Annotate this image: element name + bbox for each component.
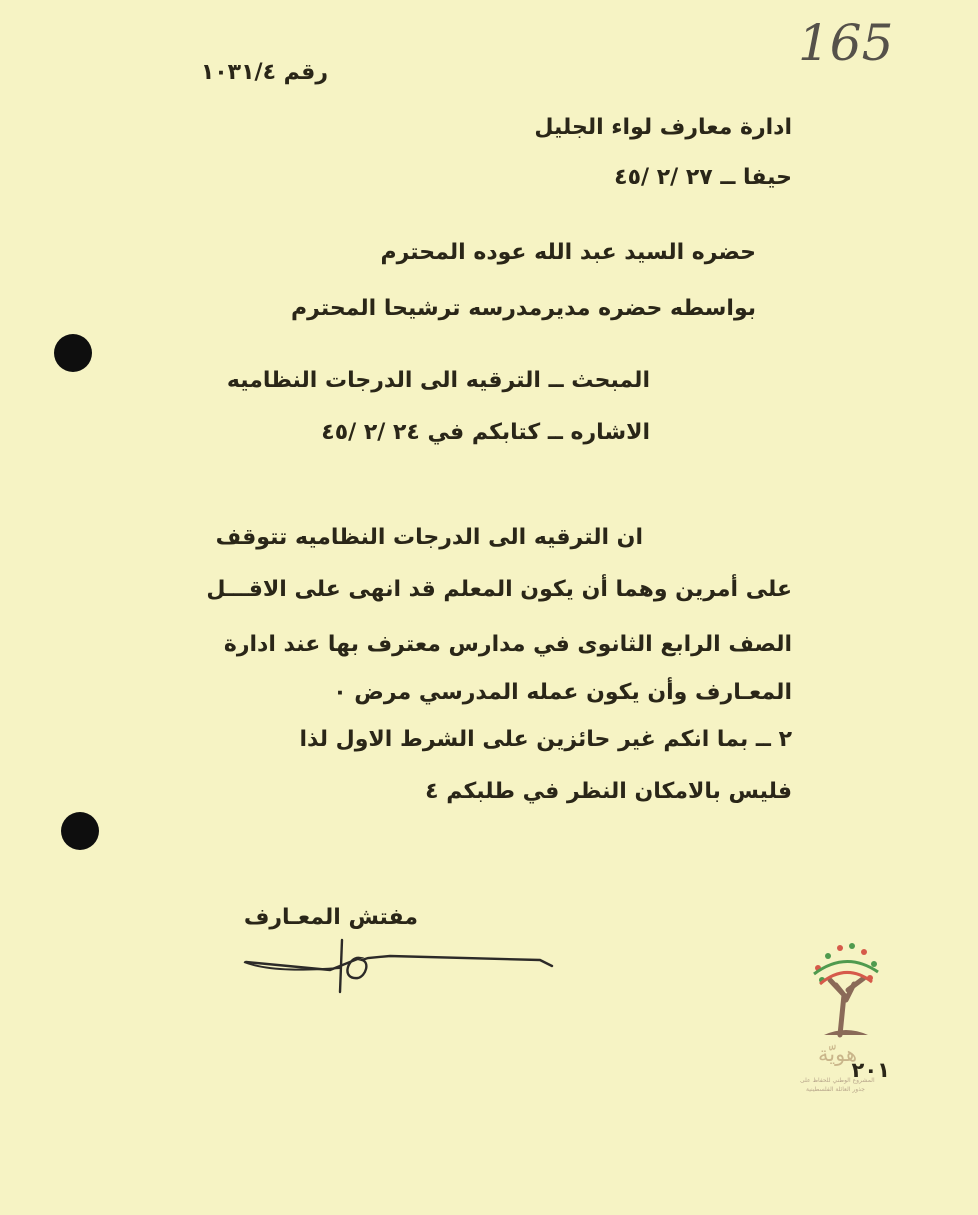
watermark-name: هويّة <box>818 1042 858 1066</box>
sender-office: ادارة معارف لواء الجليل <box>534 115 792 140</box>
punch-hole-top <box>54 334 92 372</box>
watermark-tagline-1: المشروع الوطني للحفاظ على <box>800 1077 875 1084</box>
watermark-tagline-2: جذور العائلة الفلسطينية <box>806 1086 865 1093</box>
recipient-line: حضره السيد عبد الله عوده المحترم <box>380 240 756 265</box>
body-line-6: فليس بالامكان النظر في طلبكم ٤ <box>425 779 792 804</box>
signature-title: مفتش المعـارف <box>243 905 418 930</box>
body-line-5: ٢ ــ بما انكم غير حائزين على الشرط الاول لذا <box>299 727 792 752</box>
signature-mark <box>240 932 570 1002</box>
reference-number: رقم ١٠٣١/٤ <box>200 60 328 85</box>
tree-logo-icon <box>806 940 886 1040</box>
body-line-4: المعـارف وأن يكون عمله المدرسي مرض ٠ <box>333 680 792 705</box>
punch-hole-bottom <box>61 812 99 850</box>
reference-line: الاشاره ــ كتابكم في ٢٤ /٢ /٤٥ <box>321 420 650 445</box>
handwritten-page-number: 165 <box>798 14 894 72</box>
via-line: بواسطه حضره مديرمدرسه ترشيحا المحترم <box>291 296 756 321</box>
subject-line: المبحث ــ الترقيه الى الدرجات النظاميه <box>226 368 650 393</box>
body-line-3: الصف الرابع الثانوى في مدارس معترف بها عند ادارة <box>223 632 792 657</box>
footer-code: ٢٠١ <box>851 1058 890 1082</box>
place-and-date: حيفا ــ ٢٧ /٢ /٤٥ <box>614 165 792 190</box>
body-line-1: ان الترقيه الى الدرجات النظاميه تتوقف <box>215 525 643 550</box>
body-line-2: على أمرين وهما أن يكون المعلم قد انهى على الاقـــل <box>206 577 792 602</box>
